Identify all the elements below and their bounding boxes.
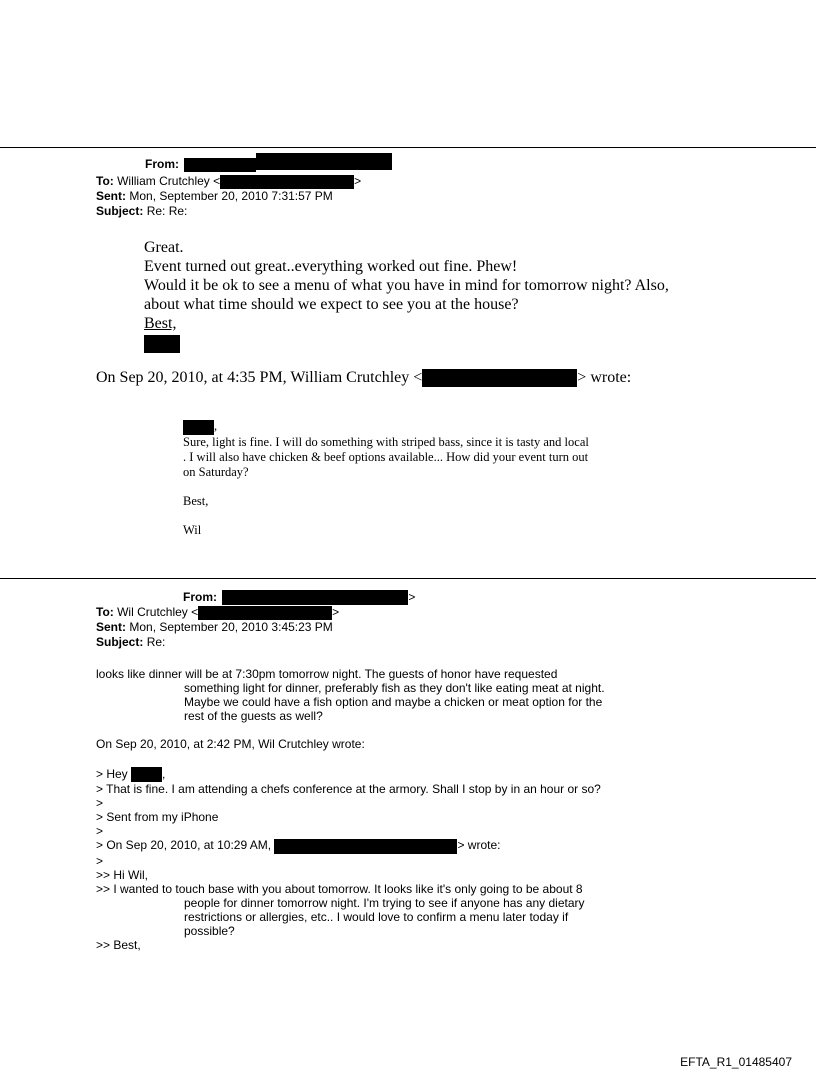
sent-label: Sent: xyxy=(96,189,126,203)
body-line: Best, xyxy=(144,315,177,332)
redaction-bar xyxy=(222,590,408,605)
reply-line: > xyxy=(96,824,104,839)
email2-to-row xyxy=(96,605,339,620)
email2-reply-block xyxy=(96,767,601,952)
sent-value: Mon, September 20, 2010 7:31:57 PM xyxy=(129,189,333,203)
body-line: something light for dinner, preferably fish as they don't like eating meat at night. xyxy=(184,681,605,695)
email1-body xyxy=(144,238,669,353)
separator-rule-middle xyxy=(0,578,816,579)
email2-subject-row xyxy=(96,635,165,649)
quoted-line: . I will also have chicken & beef options available... How did your event turn out xyxy=(183,449,589,464)
subject-value: Re: Re: xyxy=(146,204,188,218)
reply-line: > Sent from my iPhone xyxy=(96,810,219,825)
subject-label: Subject: xyxy=(96,204,144,218)
to-close: > xyxy=(332,605,340,619)
nested-para-line: restrictions or allergies, etc.. I would love to confirm a menu later today if xyxy=(184,909,569,924)
reply-line: > xyxy=(96,796,104,811)
to-close: > xyxy=(354,174,362,188)
sent-label: Sent: xyxy=(96,620,126,634)
nested-line: > xyxy=(96,853,104,868)
nested-closing: >> Best, xyxy=(96,937,141,952)
reply-line: > That is fine. I am attending a chefs conference at the armory. Shall I stop by in an hour or so? xyxy=(96,782,601,797)
from-label: From: xyxy=(183,590,217,604)
quoted-signature: Wil xyxy=(183,522,202,537)
reply-hey-suffix: , xyxy=(162,767,166,781)
nested-intro-start: > On Sep 20, 2010, at 10:29 AM, xyxy=(96,838,272,853)
subject-value: Re: xyxy=(146,635,166,649)
body-line: Maybe we could have a fish option and maybe a chicken or meat option for the xyxy=(184,695,603,709)
subject-label: Subject: xyxy=(96,635,144,649)
nested-para-line: possible? xyxy=(184,923,235,938)
reply-hey: > Hey xyxy=(96,767,128,781)
to-value: Wil Crutchley < xyxy=(117,605,199,619)
body-line: Would it be ok to see a menu of what you have in mind for tomorrow night? Also, xyxy=(144,277,669,294)
redaction-bar xyxy=(220,175,354,189)
body-line: rest of the guests as well? xyxy=(184,709,323,723)
quoted-line: on Saturday? xyxy=(183,464,249,479)
quoted-greeting-suffix: , xyxy=(214,419,218,433)
quoted-closing: Best, xyxy=(183,493,209,508)
email1-quoted-message xyxy=(183,419,589,538)
email2-body xyxy=(96,667,605,723)
email1-quote-intro xyxy=(96,368,631,387)
nested-para-first: >> I wanted to touch base with you about tomorrow. It looks like it's only going to be about 8 xyxy=(96,881,583,896)
nested-para-line: people for dinner tomorrow night. I'm trying to see if anyone has any dietary xyxy=(184,895,585,910)
redaction-bar xyxy=(131,767,162,782)
body-line: about what time should we expect to see you at the house? xyxy=(144,296,519,313)
from-close: > xyxy=(408,590,416,604)
redaction-bar xyxy=(422,369,577,387)
body-line: Event turned out great..everything worked out fine. Phew! xyxy=(144,258,518,275)
email1-from-row xyxy=(145,157,392,172)
email1-subject-row xyxy=(96,204,187,218)
nested-line: >> Hi Wil, xyxy=(96,867,149,882)
redaction-bar xyxy=(198,606,332,620)
email2-from-row xyxy=(183,590,415,605)
quote-intro-end: > wrote: xyxy=(577,369,632,386)
redaction-bar xyxy=(144,335,180,353)
bates-number: EFTA_R1_01485407 xyxy=(680,1055,792,1069)
from-label: From: xyxy=(145,157,179,171)
body-line: Great. xyxy=(144,239,184,256)
to-value: William Crutchley < xyxy=(117,174,221,188)
redaction-bar xyxy=(256,153,392,170)
email2-reply-intro: On Sep 20, 2010, at 2:42 PM, Wil Crutchley wrote: xyxy=(96,737,365,751)
email2-sent-row xyxy=(96,620,333,634)
nested-intro-end: > wrote: xyxy=(457,838,501,853)
sent-value: Mon, September 20, 2010 3:45:23 PM xyxy=(129,620,333,634)
to-label: To: xyxy=(96,605,114,619)
email1-to-row xyxy=(96,174,361,189)
redaction-bar xyxy=(183,420,214,435)
separator-rule-top xyxy=(0,147,816,148)
quote-intro-start: On Sep 20, 2010, at 4:35 PM, William Crutchley < xyxy=(96,369,423,386)
redaction-bar xyxy=(274,839,457,854)
quoted-line: Sure, light is fine. I will do something with striped bass, since it is tasty and local xyxy=(183,434,589,449)
to-label: To: xyxy=(96,174,114,188)
email1-sent-row xyxy=(96,189,333,203)
body-line: looks like dinner will be at 7:30pm tomorrow night. The guests of honor have requested xyxy=(96,667,558,681)
redaction-bar xyxy=(184,158,256,172)
